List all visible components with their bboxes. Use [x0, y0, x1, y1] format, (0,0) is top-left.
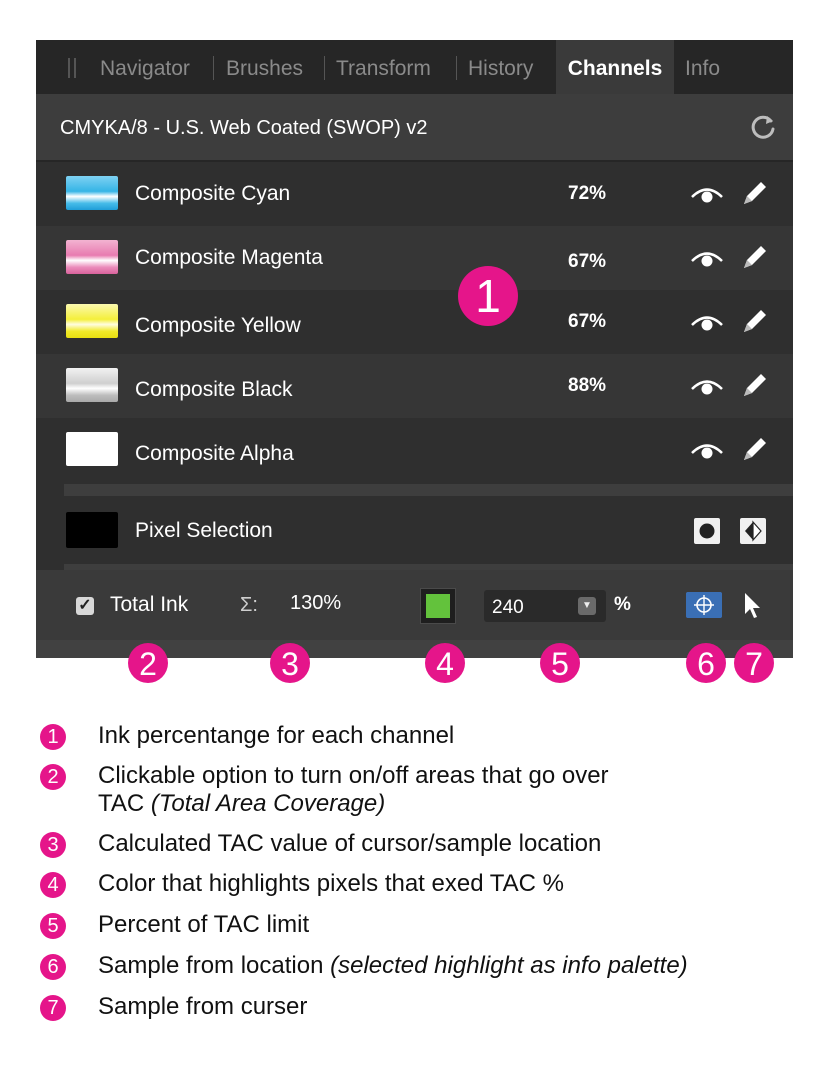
channel-row-yellow[interactable] [36, 290, 793, 354]
tac-limit-value: 240 [492, 597, 524, 618]
legend-text: Sample from curser [98, 993, 308, 1020]
pixel-selection-row[interactable] [36, 498, 793, 564]
visibility-eye-icon[interactable] [690, 312, 724, 334]
sigma-symbol: Σ: [240, 594, 258, 616]
visibility-eye-icon[interactable] [690, 376, 724, 398]
visibility-eye-icon[interactable] [690, 184, 724, 206]
visibility-eye-icon[interactable] [690, 248, 724, 270]
callout-marker-4: 4 [425, 643, 465, 683]
callout-marker-3: 3 [270, 643, 310, 683]
channel-name: Composite Yellow [135, 314, 301, 337]
channel-row-cyan[interactable] [36, 162, 793, 226]
channel-name: Composite Alpha [135, 442, 294, 465]
channel-ink-percent: 67% [568, 251, 607, 272]
channel-ink-percent: 72% [568, 183, 607, 204]
tab-history[interactable]: History [468, 57, 534, 80]
refresh-icon[interactable] [748, 112, 778, 142]
legend-text: Calculated TAC value of cursor/sample location [98, 830, 602, 857]
channel-name: Composite Black [135, 378, 293, 401]
pixel-selection-label: Pixel Selection [135, 519, 273, 542]
pixel-selection-thumbnail [66, 512, 118, 548]
channel-thumbnail-magenta [66, 240, 118, 274]
legend-number: 3 [40, 832, 66, 858]
channel-ink-percent: 88% [568, 375, 607, 396]
legend-number: 4 [40, 872, 66, 898]
total-ink-footer [36, 570, 793, 640]
legend-number: 5 [40, 913, 66, 939]
highlight-color-fill [426, 594, 450, 618]
selection-to-mask-icon[interactable] [694, 518, 720, 544]
edit-pencil-icon[interactable] [740, 370, 768, 400]
legend-text: Clickable option to turn on/off areas that go over TAC (Total Area Coverage) [98, 762, 609, 817]
section-divider [64, 484, 793, 496]
color-profile-row [36, 94, 793, 162]
legend-text: Percent of TAC limit [98, 911, 310, 938]
channel-name: Composite Cyan [135, 182, 291, 205]
tab-navigator[interactable]: Navigator [100, 57, 190, 80]
channel-name: Composite Magenta [135, 246, 323, 269]
tac-value: 130% [290, 592, 342, 614]
panel-tab-bar [36, 40, 793, 94]
total-ink-label[interactable]: Total Ink [110, 593, 189, 616]
callout-marker-2: 2 [128, 643, 168, 683]
channel-thumbnail-yellow [66, 304, 118, 338]
tac-limit-field[interactable] [484, 590, 606, 622]
legend-number: 6 [40, 954, 66, 980]
legend-text: Sample from location (selected highlight as info palette) [98, 952, 688, 979]
callout-marker-6: 6 [686, 643, 726, 683]
invert-selection-icon[interactable] [740, 518, 766, 544]
channel-thumbnail-alpha [66, 432, 118, 466]
sample-cursor-arrow-icon[interactable] [740, 590, 764, 620]
callout-marker-1: 1 [458, 266, 518, 326]
channel-thumbnail-cyan [66, 176, 118, 210]
legend-text: Ink percentange for each channel [98, 722, 455, 749]
tab-info[interactable]: Info [685, 57, 721, 80]
legend-number: 7 [40, 995, 66, 1021]
channels-panel [36, 40, 793, 658]
tab-transform[interactable]: Transform [336, 57, 431, 80]
panel-grip-handle[interactable] [68, 58, 76, 78]
channel-row-magenta[interactable] [36, 226, 793, 290]
tac-limit-unit: % [614, 594, 631, 615]
legend-number: 2 [40, 764, 66, 790]
legend-text: Color that highlights pixels that exed TAC % [98, 870, 565, 897]
total-ink-checkbox[interactable]: ✓ [76, 597, 94, 615]
callout-marker-5: 5 [540, 643, 580, 683]
chevron-down-icon[interactable]: ▼ [578, 597, 596, 615]
channel-row-alpha[interactable] [36, 418, 793, 482]
edit-pencil-icon[interactable] [740, 178, 768, 208]
legend-number: 1 [40, 724, 66, 750]
highlight-color-swatch[interactable] [420, 588, 456, 624]
channel-row-black[interactable] [36, 354, 793, 418]
channel-thumbnail-black [66, 368, 118, 402]
color-profile-label: CMYKA/8 - U.S. Web Coated (SWOP) v2 [60, 117, 428, 139]
tab-brushes[interactable]: Brushes [226, 57, 304, 80]
tab-channels[interactable]: Channels [556, 40, 674, 94]
edit-pencil-icon[interactable] [740, 434, 768, 464]
callout-marker-7: 7 [734, 643, 774, 683]
edit-pencil-icon[interactable] [740, 242, 768, 272]
visibility-eye-icon[interactable] [690, 440, 724, 462]
sample-location-target-icon[interactable] [686, 592, 722, 618]
channel-ink-percent: 67% [568, 311, 607, 332]
edit-pencil-icon[interactable] [740, 306, 768, 336]
